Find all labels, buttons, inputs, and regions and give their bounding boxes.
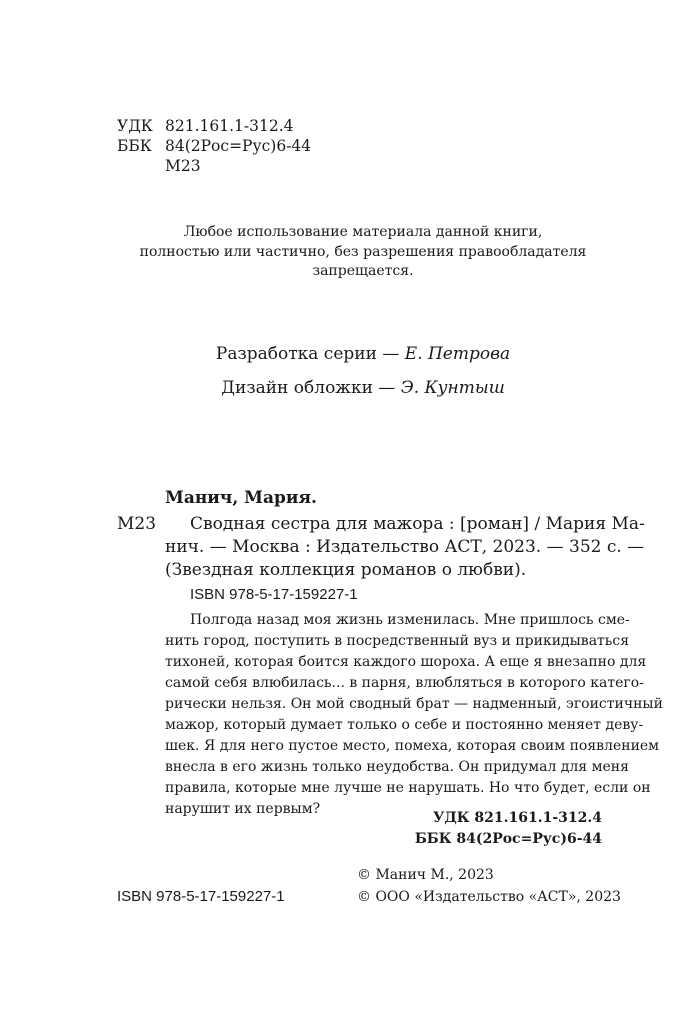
copyright-author: © Манич М., 2023 [357, 867, 494, 883]
credit-series [120, 344, 606, 364]
credit-cover-design [120, 378, 606, 398]
bbk-value: 84(2Рос=Рус)6-44 [165, 137, 312, 155]
description-line: нич. — Москва : Издательство АСТ, 2023. — 352 с. — [165, 537, 645, 557]
notice-line: Любое использование материала данной книги, [183, 224, 543, 240]
annotation-line: тихоней, которая боится каждого шороха. А еще я внезапно для [165, 654, 647, 670]
copyright-publisher: © ООО «Издательство «АСТ», 2023 [357, 889, 621, 905]
annotation-line: нить город, поступить в посредственный вуз и прикидываться [165, 633, 630, 649]
isbn: ISBN 978-5-17-159227-1 [190, 586, 358, 603]
footer-bbk: ББК 84(2Рос=Рус)6-44 [414, 831, 602, 847]
description-line: (Звездная коллекция романов о любви). [165, 560, 527, 580]
author-mark: М23 [165, 157, 201, 175]
credit-name: Э. Кунтыш [400, 378, 505, 398]
notice-line: полностью или частично, без разрешения правообладателя [139, 244, 587, 260]
udk-value: 821.161.1-312.4 [165, 117, 294, 135]
notice-line: запрещается. [312, 263, 414, 279]
annotation-line: шек. Я для него пустое место, помеха, которая своим появлением [165, 738, 660, 754]
annotation-line: правила, которые мне лучше не нарушать. Но что будет, если он [165, 780, 651, 796]
credit-role: Дизайн обложки — [221, 378, 401, 398]
annotation-line: внесла в его жизнь только неудобства. Он придумал для меня [165, 759, 629, 775]
author-mark: М23 [117, 514, 157, 534]
annotation-line: Полгода назад моя жизнь изменилась. Мне пришлось сме- [190, 612, 630, 628]
annotation-line: самой себя влюбилась... в парня, влюбляться в которого катего- [165, 675, 644, 691]
udk-label: УДК [117, 117, 153, 135]
annotation-line: нарушит их первым? [165, 801, 321, 817]
footer-udk: УДК 821.161.1-312.4 [432, 810, 602, 826]
author-heading: Манич, Мария. [165, 488, 317, 508]
annotation-line: мажор, который думает только о себе и постоянно меняет деву- [165, 717, 644, 733]
description-line: Сводная сестра для мажора : [роман] / Мария Ма- [190, 514, 645, 534]
credit-role: Разработка серии — [215, 344, 405, 364]
bbk-label: ББК [117, 137, 152, 155]
credit-name: Е. Петрова [404, 344, 511, 364]
annotation-line: рически нельзя. Он мой сводный брат — надменный, эгоистичный [165, 696, 663, 712]
footer-isbn: ISBN 978-5-17-159227-1 [117, 888, 285, 905]
